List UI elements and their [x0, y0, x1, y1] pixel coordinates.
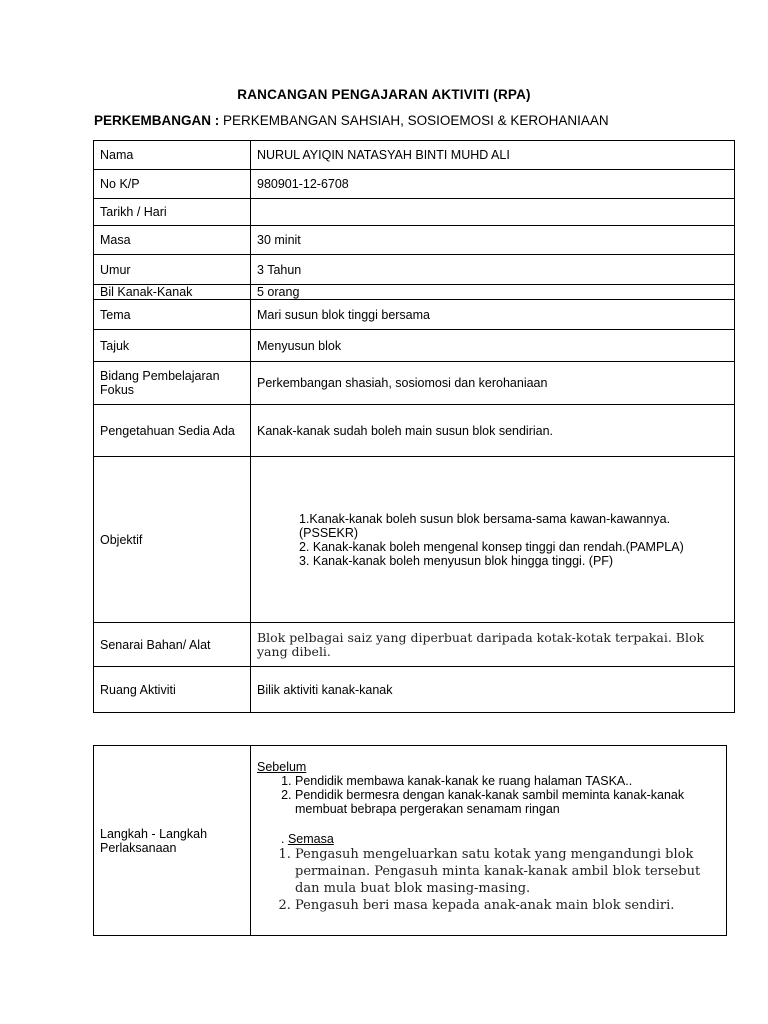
row-masa: [94, 226, 735, 255]
bil-label: Bil Kanak-Kanak: [94, 285, 251, 300]
semasa-heading: Semasa: [287, 832, 334, 846]
umur-label: Umur: [94, 255, 251, 285]
row-nama: [94, 141, 735, 170]
row-umur: [94, 255, 735, 285]
row-objektif: [94, 457, 735, 623]
row-langkah: [94, 746, 727, 936]
tajuk-label: Tajuk: [94, 330, 251, 362]
objektif-item: 2. Kanak-kanak boleh mengenal konsep tinggi dan rendah.(PAMPLA): [299, 539, 684, 554]
bil-value: 5 orang: [251, 285, 735, 300]
row-pengetahuan: [94, 405, 735, 457]
langkah-content: [251, 746, 727, 936]
list-item: 2. Pengasuh beri masa kepada anak-anak main blok sendiri.: [295, 897, 720, 914]
row-tema: [94, 300, 735, 330]
sebelum-list: [257, 774, 720, 816]
list-item: 1. Pengasuh mengeluarkan satu kotak yang mengandungi blok permainan. Pengasuh minta kanak-kanak ambil blok tersebut dan mula buat blok masing-masing.: [295, 846, 720, 897]
bidang-value: Perkembangan shasiah, sosiomosi dan kerohaniaan: [251, 362, 735, 405]
perkembangan-label: PERKEMBANGAN :: [94, 113, 220, 128]
row-bil: [94, 285, 735, 300]
semasa-heading-line: [257, 832, 720, 846]
row-tarikh: [94, 199, 735, 226]
row-bahan: [94, 623, 735, 667]
objektif-list: [251, 457, 735, 623]
list-item: 2. Pendidik bermesra dengan kanak-kanak sambil meminta kanak-kanak membuat bebrapa pergerakan senamam ringan: [295, 788, 720, 816]
tarikh-value: [251, 199, 735, 226]
row-tajuk: [94, 330, 735, 362]
nama-value: NURUL AYIQIN NATASYAH BINTI MUHD ALI: [251, 141, 735, 170]
semasa-list: [257, 846, 720, 914]
masa-label: Masa: [94, 226, 251, 255]
langkah-label: Langkah - Langkah Perlaksanaan: [94, 746, 251, 936]
semasa-prefix: .: [281, 832, 288, 846]
perkembangan-line: [94, 113, 609, 128]
ruang-value: Bilik aktiviti kanak-kanak: [251, 667, 735, 713]
info-table: [93, 140, 735, 713]
tema-label: Tema: [94, 300, 251, 330]
document-title: RANCANGAN PENGAJARAN AKTIVITI (RPA): [237, 87, 531, 102]
sebelum-heading: Sebelum: [257, 760, 307, 774]
nokp-value: 980901-12-6708: [251, 170, 735, 199]
pengetahuan-label: Pengetahuan Sedia Ada: [94, 405, 251, 457]
nama-label: Nama: [94, 141, 251, 170]
steps-table: [93, 745, 727, 936]
masa-value: 30 minit: [251, 226, 735, 255]
nokp-label: No K/P: [94, 170, 251, 199]
row-nokp: [94, 170, 735, 199]
tarikh-label: Tarikh / Hari: [94, 199, 251, 226]
ruang-label: Ruang Aktiviti: [94, 667, 251, 713]
objektif-item: 3. Kanak-kanak boleh menyusun blok hingga tinggi. (PF): [299, 553, 614, 568]
row-ruang: [94, 667, 735, 713]
pengetahuan-value: Kanak-kanak sudah boleh main susun blok sendirian.: [251, 405, 735, 457]
bidang-label: Bidang Pembelajaran Fokus: [94, 362, 251, 405]
objektif-item: 1.Kanak-kanak boleh susun blok bersama-sama kawan-kawannya.(PSSEKR): [299, 511, 671, 540]
list-item: 1. Pendidik membawa kanak-kanak ke ruang halaman TASKA..: [295, 774, 720, 788]
bahan-value: Blok pelbagai saiz yang diperbuat daripada kotak-kotak terpakai. Blok yang dibeli.: [251, 623, 735, 667]
bahan-label: Senarai Bahan/ Alat: [94, 623, 251, 667]
objektif-label: Objektif: [94, 457, 251, 623]
row-bidang: [94, 362, 735, 405]
perkembangan-value: PERKEMBANGAN SAHSIAH, SOSIOEMOSI & KEROHANIAAN: [223, 113, 609, 128]
tema-value: Mari susun blok tinggi bersama: [251, 300, 735, 330]
umur-value: 3 Tahun: [251, 255, 735, 285]
tajuk-value: Menyusun blok: [251, 330, 735, 362]
